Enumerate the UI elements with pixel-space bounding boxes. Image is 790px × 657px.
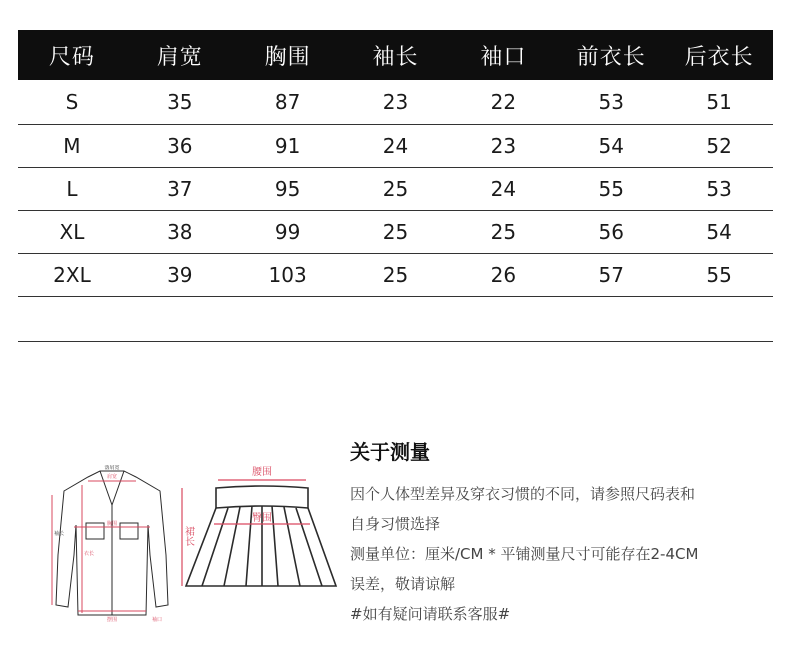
cell: 37 <box>167 177 193 201</box>
cell: 87 <box>274 90 301 114</box>
measurement-title: 关于测量 <box>350 440 430 464</box>
col-sleeve-header: 袖长 <box>372 44 419 70</box>
measurement-line: 因个人体型差异及穿衣习惯的不同，请参照尺码表和 <box>350 485 696 503</box>
shirt-top-label: 落肩宽 <box>104 465 120 471</box>
shirt-measurement-diagram <box>48 465 176 625</box>
cell: 57 <box>598 263 624 287</box>
cell: XL <box>59 220 85 244</box>
cell: 35 <box>167 90 193 114</box>
shirt-sleeve-label: 袖长 <box>54 531 65 537</box>
empty-table-row <box>18 297 773 342</box>
cell: 24 <box>382 134 409 158</box>
cell: 52 <box>706 134 732 158</box>
cell: 91 <box>274 134 301 158</box>
cell: 95 <box>274 177 301 201</box>
measurement-contact-line: #如有疑问请联系客服# <box>350 605 511 623</box>
measurement-line: 自身习惯选择 <box>350 515 441 533</box>
cell: 25 <box>382 263 409 287</box>
measurement-line: 测量单位：厘米/CM * 平铺测量尺寸可能存在2-4CM <box>350 545 699 563</box>
cell: 99 <box>274 220 301 244</box>
table-row <box>18 125 773 168</box>
cell: 53 <box>706 177 732 201</box>
cell: 25 <box>382 177 409 201</box>
cell: 38 <box>167 220 193 244</box>
col-shoulder-header: 肩宽 <box>156 44 203 70</box>
measurement-line: 误差，敬请谅解 <box>350 575 456 593</box>
cell: 22 <box>490 90 517 114</box>
skirt-length-label: 裙长 <box>182 526 194 546</box>
cell: M <box>63 134 81 158</box>
cell: 39 <box>167 263 193 287</box>
cell: 53 <box>598 90 624 114</box>
shirt-cuff-label: 袖口 <box>152 617 163 623</box>
col-front-length-header: 前衣长 <box>576 44 646 70</box>
shirt-chest-label: 胸围 <box>106 521 118 527</box>
shirt-hem-label: 摆围 <box>106 617 118 623</box>
cell: 25 <box>490 220 517 244</box>
shirt-shoulder-label: 肩宽 <box>106 474 118 480</box>
measurement-notes <box>350 436 780 629</box>
table-row <box>18 254 773 297</box>
col-chest-header: 胸围 <box>264 44 311 70</box>
cell: S <box>65 90 79 114</box>
cell: 56 <box>598 220 624 244</box>
col-back-length-header: 后衣长 <box>684 44 754 70</box>
shirt-length-label: 衣长 <box>84 551 95 557</box>
cell: 36 <box>167 134 193 158</box>
cell: 2XL <box>53 263 91 287</box>
skirt-measurement-diagram <box>176 460 342 596</box>
cell: 54 <box>706 220 732 244</box>
col-size-header: 尺码 <box>48 44 95 70</box>
cell: 103 <box>268 263 307 287</box>
size-table <box>18 30 773 342</box>
cell: 55 <box>706 263 732 287</box>
cell: L <box>66 177 78 201</box>
table-row <box>18 168 773 211</box>
cell: 54 <box>598 134 624 158</box>
skirt-hip-label: 臀围 <box>252 513 272 524</box>
skirt-waist-label: 腰围 <box>252 467 272 478</box>
cell: 51 <box>706 90 732 114</box>
table-row <box>18 80 773 125</box>
cell: 23 <box>490 134 517 158</box>
cell: 26 <box>490 263 517 287</box>
table-header <box>18 30 773 80</box>
cell: 25 <box>382 220 409 244</box>
cell: 55 <box>598 177 624 201</box>
cell: 23 <box>382 90 409 114</box>
col-cuff-header: 袖口 <box>480 44 527 70</box>
table-row <box>18 211 773 254</box>
cell: 24 <box>490 177 517 201</box>
